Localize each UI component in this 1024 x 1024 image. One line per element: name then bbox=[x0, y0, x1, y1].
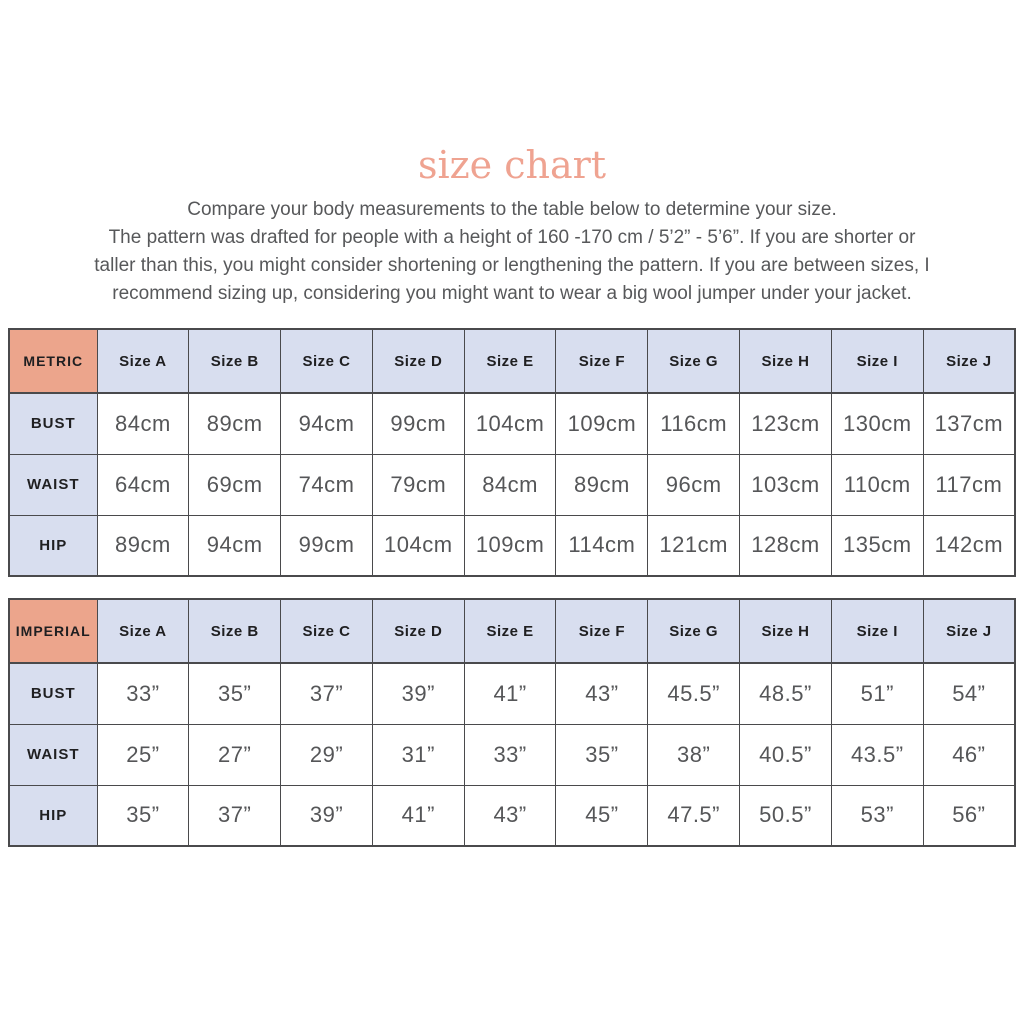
measurement-cell: 109cm bbox=[464, 515, 556, 576]
row-label-hip: HIP bbox=[9, 515, 97, 576]
row-label-bust: BUST bbox=[9, 393, 97, 454]
measurement-cell: 40.5” bbox=[740, 724, 832, 785]
page-title: size chart bbox=[417, 143, 607, 187]
imperial-column-header-f: Size F bbox=[556, 599, 648, 663]
measurement-cell: 84cm bbox=[97, 393, 189, 454]
imperial-column-header-h: Size H bbox=[740, 599, 832, 663]
measurement-cell: 109cm bbox=[556, 393, 648, 454]
measurement-cell: 89cm bbox=[97, 515, 189, 576]
measurement-cell: 110cm bbox=[831, 454, 923, 515]
measurement-cell: 33” bbox=[97, 663, 189, 724]
measurement-cell: 43” bbox=[464, 785, 556, 846]
measurement-cell: 121cm bbox=[648, 515, 740, 576]
metric-row-bust bbox=[9, 393, 1015, 454]
measurement-cell: 37” bbox=[189, 785, 281, 846]
measurement-cell: 116cm bbox=[648, 393, 740, 454]
measurement-cell: 123cm bbox=[740, 393, 832, 454]
metric-column-header-f: Size F bbox=[556, 329, 648, 393]
metric-column-header-a: Size A bbox=[97, 329, 189, 393]
measurement-cell: 74cm bbox=[281, 454, 373, 515]
measurement-cell: 89cm bbox=[556, 454, 648, 515]
row-label-hip: HIP bbox=[9, 785, 97, 846]
measurement-cell: 27” bbox=[189, 724, 281, 785]
measurement-cell: 117cm bbox=[923, 454, 1015, 515]
measurement-cell: 84cm bbox=[464, 454, 556, 515]
measurement-cell: 94cm bbox=[189, 515, 281, 576]
intro-line: taller than this, you might consider shortening or lengthening the pattern. If you are between sizes, I bbox=[94, 255, 930, 276]
measurement-cell: 51” bbox=[831, 663, 923, 724]
measurement-cell: 99cm bbox=[372, 393, 464, 454]
imperial-column-header-j: Size J bbox=[923, 599, 1015, 663]
metric-corner-label: METRIC bbox=[9, 329, 97, 393]
metric-row-waist bbox=[9, 454, 1015, 515]
metric-row-hip bbox=[9, 515, 1015, 576]
metric-column-header-j: Size J bbox=[923, 329, 1015, 393]
measurement-cell: 69cm bbox=[189, 454, 281, 515]
measurement-cell: 54” bbox=[923, 663, 1015, 724]
measurement-cell: 94cm bbox=[281, 393, 373, 454]
imperial-column-header-a: Size A bbox=[97, 599, 189, 663]
metric-column-header-g: Size G bbox=[648, 329, 740, 393]
row-label-waist: WAIST bbox=[9, 454, 97, 515]
measurement-cell: 135cm bbox=[831, 515, 923, 576]
measurement-cell: 45.5” bbox=[648, 663, 740, 724]
imperial-column-header-i: Size I bbox=[831, 599, 923, 663]
intro-line: The pattern was drafted for people with a height of 160 -170 cm / 5’2” - 5’6”. If you are shorter or bbox=[108, 227, 916, 248]
metric-column-header-b: Size B bbox=[189, 329, 281, 393]
measurement-cell: 64cm bbox=[97, 454, 189, 515]
imperial-column-header-e: Size E bbox=[464, 599, 556, 663]
measurement-cell: 142cm bbox=[923, 515, 1015, 576]
metric-header-row bbox=[9, 329, 1015, 393]
measurement-cell: 104cm bbox=[372, 515, 464, 576]
measurement-cell: 46” bbox=[923, 724, 1015, 785]
measurement-cell: 35” bbox=[189, 663, 281, 724]
measurement-cell: 128cm bbox=[740, 515, 832, 576]
measurement-cell: 29” bbox=[281, 724, 373, 785]
measurement-cell: 104cm bbox=[464, 393, 556, 454]
imperial-row-hip bbox=[9, 785, 1015, 846]
metric-column-header-e: Size E bbox=[464, 329, 556, 393]
imperial-header-row bbox=[9, 599, 1015, 663]
imperial-column-header-c: Size C bbox=[281, 599, 373, 663]
measurement-cell: 130cm bbox=[831, 393, 923, 454]
measurement-cell: 103cm bbox=[740, 454, 832, 515]
metric-size-table bbox=[8, 328, 1016, 577]
measurement-cell: 41” bbox=[372, 785, 464, 846]
imperial-column-header-b: Size B bbox=[189, 599, 281, 663]
intro-line: recommend sizing up, considering you might want to wear a big wool jumper under your jacket. bbox=[112, 283, 912, 304]
measurement-cell: 79cm bbox=[372, 454, 464, 515]
measurement-cell: 96cm bbox=[648, 454, 740, 515]
measurement-cell: 39” bbox=[372, 663, 464, 724]
imperial-row-bust bbox=[9, 663, 1015, 724]
measurement-cell: 47.5” bbox=[648, 785, 740, 846]
measurement-cell: 137cm bbox=[923, 393, 1015, 454]
measurement-cell: 89cm bbox=[189, 393, 281, 454]
measurement-cell: 99cm bbox=[281, 515, 373, 576]
measurement-cell: 41” bbox=[464, 663, 556, 724]
imperial-column-header-g: Size G bbox=[648, 599, 740, 663]
measurement-cell: 35” bbox=[97, 785, 189, 846]
imperial-corner-label: IMPERIAL bbox=[9, 599, 97, 663]
intro-paragraph bbox=[0, 196, 1024, 308]
metric-column-header-h: Size H bbox=[740, 329, 832, 393]
measurement-cell: 50.5” bbox=[740, 785, 832, 846]
measurement-cell: 25” bbox=[97, 724, 189, 785]
measurement-cell: 33” bbox=[464, 724, 556, 785]
metric-column-header-i: Size I bbox=[831, 329, 923, 393]
measurement-cell: 31” bbox=[372, 724, 464, 785]
imperial-size-table bbox=[8, 598, 1016, 847]
measurement-cell: 53” bbox=[831, 785, 923, 846]
measurement-cell: 37” bbox=[281, 663, 373, 724]
intro-line: Compare your body measurements to the table below to determine your size. bbox=[187, 199, 837, 220]
measurement-cell: 43.5” bbox=[831, 724, 923, 785]
measurement-cell: 48.5” bbox=[740, 663, 832, 724]
measurement-cell: 39” bbox=[281, 785, 373, 846]
imperial-column-header-d: Size D bbox=[372, 599, 464, 663]
metric-column-header-c: Size C bbox=[281, 329, 373, 393]
metric-column-header-d: Size D bbox=[372, 329, 464, 393]
measurement-cell: 43” bbox=[556, 663, 648, 724]
row-label-waist: WAIST bbox=[9, 724, 97, 785]
measurement-cell: 35” bbox=[556, 724, 648, 785]
imperial-row-waist bbox=[9, 724, 1015, 785]
measurement-cell: 114cm bbox=[556, 515, 648, 576]
row-label-bust: BUST bbox=[9, 663, 97, 724]
measurement-cell: 38” bbox=[648, 724, 740, 785]
measurement-cell: 56” bbox=[923, 785, 1015, 846]
measurement-cell: 45” bbox=[556, 785, 648, 846]
